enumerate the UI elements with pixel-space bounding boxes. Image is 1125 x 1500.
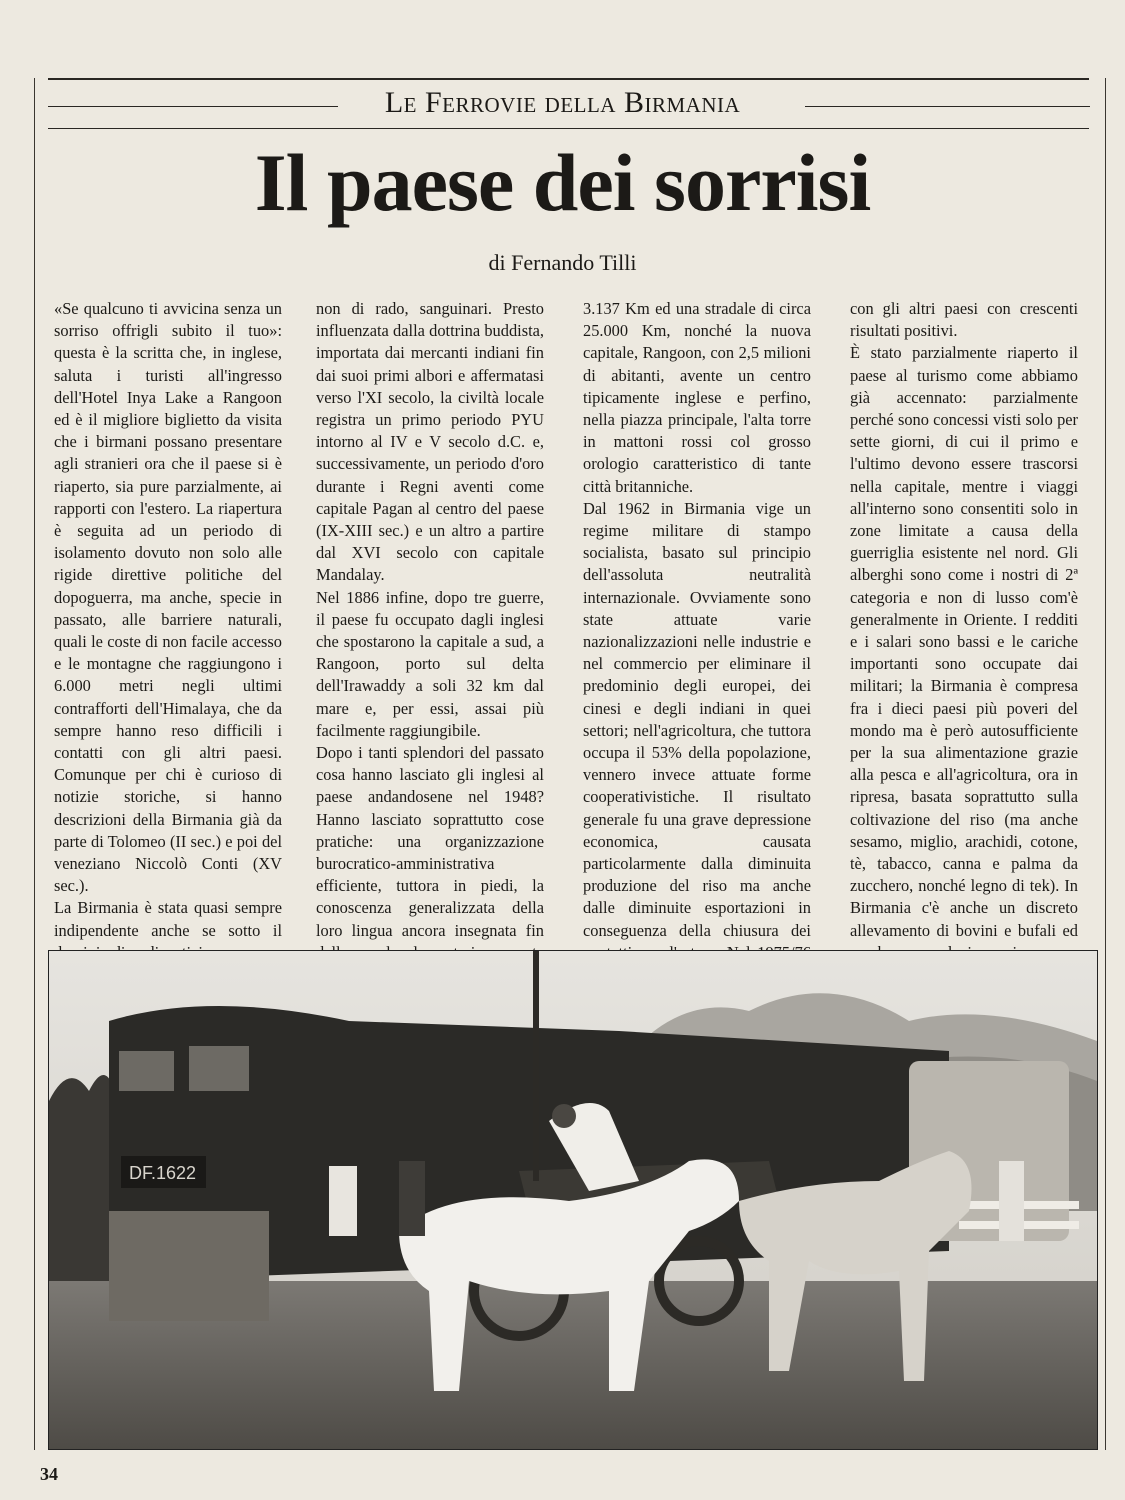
bystander xyxy=(329,1166,357,1236)
column-paragraph: non di rado, sanguinari. Presto influenzata dalla dottrina buddista, importata dai mercanti indiani fin dai suoi primi albori e affermatasi verso l'XI secolo, la civiltà locale registra un primo periodo PYU intorno al IV e V secolo d.C. e, successivamente, un periodo d'oro durante i Regni aventi come capitale Pagan al centro del paese (IX-XIII sec.) e un altro a partire dal XVI secolo con capitale Mandalay. xyxy=(316,299,544,585)
man-head xyxy=(552,1104,576,1128)
header-rule xyxy=(48,128,1089,129)
locomotive-window xyxy=(189,1046,249,1091)
train-oxen-photo xyxy=(49,951,1097,1449)
column-paragraph: Dopo i tanti splendori del passato cosa hanno lasciato gli inglesi al paese andandosene nel 1948? Hanno lasciato soprattutto cose pratiche: una organizzazione burocratico-amministrativa efficiente, tuttora in piedi, la conoscenza generalizzata della loro lingua ancora insegnata fin xyxy=(316,743,544,940)
column-paragraph: 3.137 Km ed una stradale di circa 25.000 Km, nonché la nuova capitale, Rangoon, con 2,5 milioni di abitanti, avente un centro tipicamente inglese e perfino, nella piazza principale, l'alta torre in mattoni rossi col grosso orologio caratteristico di tante città britanniche. xyxy=(583,299,811,496)
column-paragraph: «Se qualcuno ti avvicina senza un sorriso offrigli subito il tuo»: questa è la scritta che, in inglese, saluta i turisti all'ingresso dell'Hotel Inya Lake a Rangoon ed è il migliore biglietto da visita che i birmani possano presentare agli stranieri ora che il paese si è riaperto, sia pure parzialmente, ai rapporti con l'estero. La riapertura è seguita ad un periodo di isolamento dovuto non solo alle rigide direttive politiche del dopoguerra, ma anche, specie in passato, alle barriere naturali, quali le coste di non facile accesso e le montagne che raggiungono i 6.000 metri negli ultimi contrafforti dell'Himalaya, che da sempre hanno reso difficili i contatti con gli altri paesi. Comunque per chi è curioso di notizie storiche, si hanno descrizioni della Birmania già da parte di Tolomeo (II sec.) e poi del veneziano Niccolò Conti (XV sec.). xyxy=(54,299,282,896)
page-number: 34 xyxy=(40,1464,58,1484)
bystander xyxy=(399,1161,425,1236)
article-photo xyxy=(48,950,1098,1450)
article-byline: di Fernando Tilli xyxy=(488,250,637,275)
timber-pile xyxy=(109,1211,269,1321)
section-title-text: Le Ferrovie della Birmania xyxy=(375,86,750,119)
top-rule xyxy=(48,78,1089,80)
article-column-4 xyxy=(850,298,1078,940)
pole xyxy=(533,951,539,1181)
column-paragraph: È stato parzialmente riaperto il paese al turismo come abbiamo già accennato: parzialmente perché sono concessi visti solo per sette giorni, di cui il primo e l'ultimo devono essere trascorsi nella capitale, mentre i viaggi all'interno sono consentiti solo in zone limitate a causa della guerriglia esistente nel nord. Gli alberghi sono come i nostri di 2ª categoria e non di lusso com'è generalmente in Oriente. I redditi e i salari sono bassi e le cariche importanti sono occupate dai militari; la Birmania è compresa fra i dieci paesi più poveri del mondo ma è però autosufficiente per la sua alimentazione grazie alla pesca e all'agricoltura, ora in ripresa, basata soprattutto sulla coltivazione del riso (ma anche sesamo, miglio, arachidi, cotone, tè, tabacco, canna e palma da zucchero, nonché legno di tek). In Birmania c'è anche un discreto allevamento di bovini e bufali ed xyxy=(850,343,1078,940)
column-paragraph: Dal 1962 in Birmania vige un regime militare di stampo socialista, basato sul principio dell'assoluta neutralità internazionale. Ovviamente sono state attuate varie nazionalizzazioni nelle industrie e nel commercio per eliminare il predominio degli europei, dei cinesi e degli indiani in quei settori; nell'agricoltura, che tuttora occupa il 53% della popolazione, vennero invece attuate forme cooperativistiche. Il risultato generale fu una grave depressione economica, causata particolarmente dalla diminuita produzione del riso ma anche dalle diminuite esportazioni in conseguenza della chiusura dei xyxy=(583,498,811,940)
article-column-1 xyxy=(54,298,282,940)
column-paragraph: La Birmania è stata quasi sempre indipendente anche se sotto il xyxy=(54,898,282,940)
article-headline: Il paese dei sorrisi xyxy=(254,137,871,228)
locomotive-number: DF.1622 xyxy=(129,1163,197,1183)
section-title xyxy=(0,86,1125,120)
bystander xyxy=(999,1161,1024,1241)
column-paragraph: Nel 1886 infine, dopo tre guerre, il paese fu occupato dagli inglesi che spostarono la capitale a sud, a Rangoon, porto sul delta dell'Irawaddy a soli 32 km dal mare e, per essi, assai più facilmente raggiungibile. xyxy=(316,587,544,740)
trees-left xyxy=(49,1075,119,1311)
article-column-3 xyxy=(583,298,811,940)
locomotive-window xyxy=(119,1051,174,1091)
column-paragraph: con gli altri paesi con crescenti risultati positivi. xyxy=(850,299,1078,341)
article-column-2 xyxy=(316,298,544,940)
